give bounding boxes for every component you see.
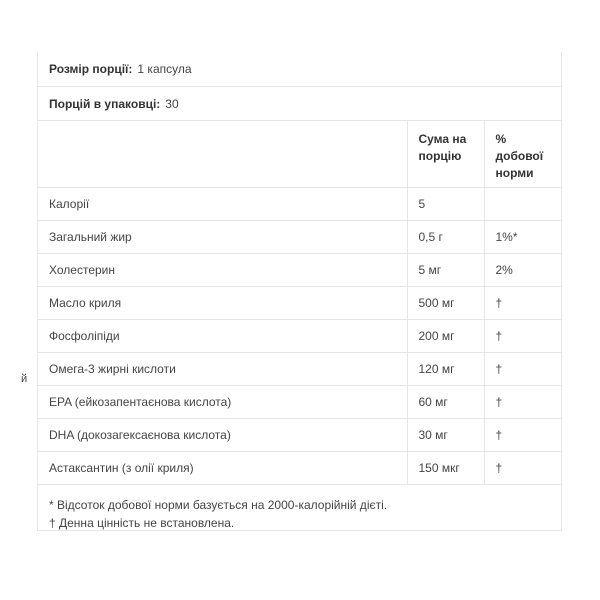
table-row <box>38 319 561 352</box>
table-row <box>38 187 561 220</box>
servings-per-container-label: Порцій в упаковці: <box>49 96 161 111</box>
header-daily-value: % добової норми <box>484 121 561 187</box>
table-row <box>38 220 561 253</box>
footnotes <box>38 485 561 532</box>
table-row <box>38 253 561 286</box>
serving-size-row <box>38 52 561 87</box>
stray-character: й <box>21 373 28 385</box>
table-row <box>38 286 561 319</box>
percent-daily-value-note: * Відсоток добової норми базується на 2000-калорійній дієті. <box>49 497 388 512</box>
nutrient-amount: 500 мг <box>407 286 484 319</box>
table-row <box>38 385 561 418</box>
table-row <box>38 418 561 451</box>
nutrient-name: Астаксантин (з олії криля) <box>38 451 407 484</box>
nutrient-amount: 30 мг <box>407 418 484 451</box>
nutrient-amount: 0,5 г <box>407 220 484 253</box>
nutrient-amount: 60 мг <box>407 385 484 418</box>
nutrient-name: Загальний жир <box>38 220 407 253</box>
nutrition-table <box>38 121 561 485</box>
nutrient-name: Фосфоліпіди <box>38 319 407 352</box>
nutrient-daily-value: † <box>484 418 561 451</box>
header-amount: Сума на порцію <box>407 121 484 187</box>
servings-per-container-row <box>38 87 561 121</box>
nutrient-amount: 150 мкг <box>407 451 484 484</box>
nutrient-amount: 5 <box>407 187 484 220</box>
table-header-row <box>38 121 561 187</box>
nutrient-amount: 200 мг <box>407 319 484 352</box>
nutrient-amount: 120 мг <box>407 352 484 385</box>
nutrient-daily-value: † <box>484 319 561 352</box>
nutrient-daily-value: † <box>484 385 561 418</box>
nutrient-name: Масло криля <box>38 286 407 319</box>
servings-per-container-value: 30 <box>165 96 179 111</box>
header-name <box>38 121 407 187</box>
table-row <box>38 451 561 484</box>
nutrient-amount: 5 мг <box>407 253 484 286</box>
table-row <box>38 352 561 385</box>
nutrient-daily-value: † <box>484 286 561 319</box>
nutrient-daily-value: † <box>484 451 561 484</box>
nutrient-name: Калорії <box>38 187 407 220</box>
nutrient-daily-value: 2% <box>484 253 561 286</box>
supplement-facts-panel <box>37 52 562 531</box>
nutrient-name: Омега-3 жирні кислоти <box>38 352 407 385</box>
serving-size-value: 1 капсула <box>137 62 192 76</box>
serving-size-label: Розмір порції: <box>49 62 133 76</box>
nutrient-daily-value: † <box>484 352 561 385</box>
nutrient-daily-value: 1%* <box>484 220 561 253</box>
nutrient-name: EPA (ейкозапентаєнова кислота) <box>38 385 407 418</box>
nutrient-name: Холестерин <box>38 253 407 286</box>
nutrient-name: DHA (докозагексаєнова кислота) <box>38 418 407 451</box>
nutrient-daily-value <box>484 187 561 220</box>
daily-value-not-established-note: † Денна цінність не встановлена. <box>49 515 235 530</box>
